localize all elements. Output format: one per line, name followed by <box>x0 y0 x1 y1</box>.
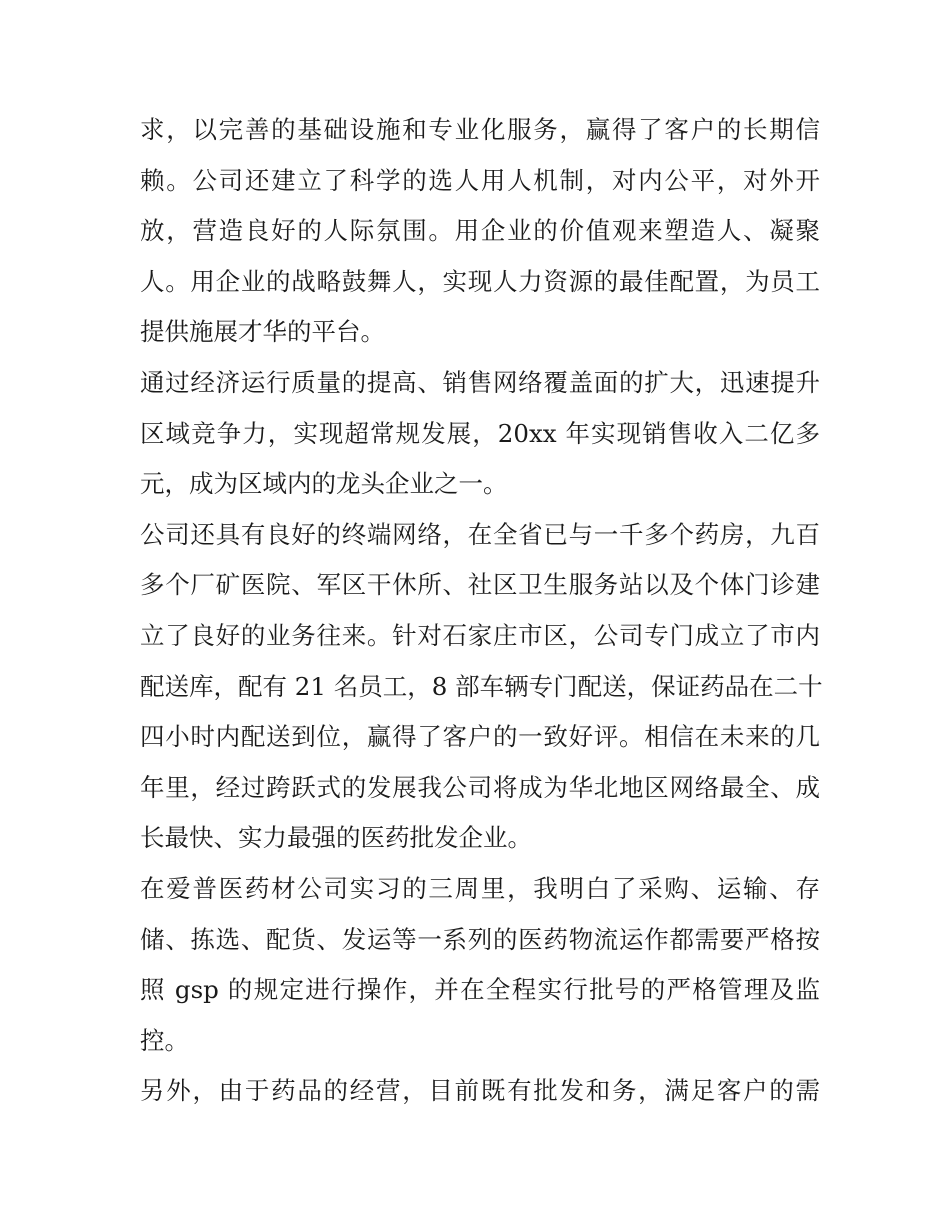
text-line: 提供施展才华的平台。 <box>140 317 385 347</box>
text-line: 长最快、实力最强的医药批发企业。 <box>140 823 532 853</box>
text-line: 区域竞争力，实现超常规发展，20xx 年实现销售收入二亿多 <box>140 418 820 448</box>
text-line: 年里，经过跨跃式的发展我公司将成为华北地区网络最全、成 <box>140 772 820 802</box>
text-line: 赖。公司还建立了科学的选人用人机制，对内公平，对外开 <box>140 165 820 195</box>
text-line: 立了良好的业务往来。针对石家庄市区，公司专门成立了市内 <box>140 620 820 650</box>
text-line: 照 gsp 的规定进行操作，并在全程实行批号的严格管理及监 <box>140 975 820 1005</box>
text-line: 多个厂矿医院、军区干休所、社区卫生服务站以及个体门诊建 <box>140 570 820 600</box>
text-line: 控。 <box>140 1025 189 1055</box>
text-line: 另外，由于药品的经营，目前既有批发和务，满足客户的需 <box>140 1076 820 1106</box>
text-line: 公司还具有良好的终端网络，在全省已与一千多个药房，九百 <box>140 519 820 549</box>
text-line: 四小时内配送到位，赢得了客户的一致好评。相信在未来的几 <box>140 722 820 752</box>
text-line: 人。用企业的战略鼓舞人，实现人力资源的最佳配置，为员工 <box>140 266 820 296</box>
text-line: 通过经济运行质量的提高、销售网络覆盖面的扩大，迅速提升 <box>140 367 820 397</box>
text-line: 储、拣选、配货、发运等一系列的医药物流运作都需要严格按 <box>140 924 820 954</box>
body-text <box>140 105 823 1117</box>
text-line: 放，营造良好的人际氛围。用企业的价值观来塑造人、凝聚 <box>140 216 820 246</box>
text-line: 在爱普医药材公司实习的三周里，我明白了采购、运输、存 <box>140 873 820 903</box>
text-line: 求，以完善的基础设施和专业化服务，赢得了客户的长期信 <box>140 115 820 144</box>
text-line: 配送库，配有 21 名员工，8 部车辆专门配送，保证药品在二十 <box>140 671 823 701</box>
text-line: 元，成为区域内的龙头企业之一。 <box>140 469 508 499</box>
